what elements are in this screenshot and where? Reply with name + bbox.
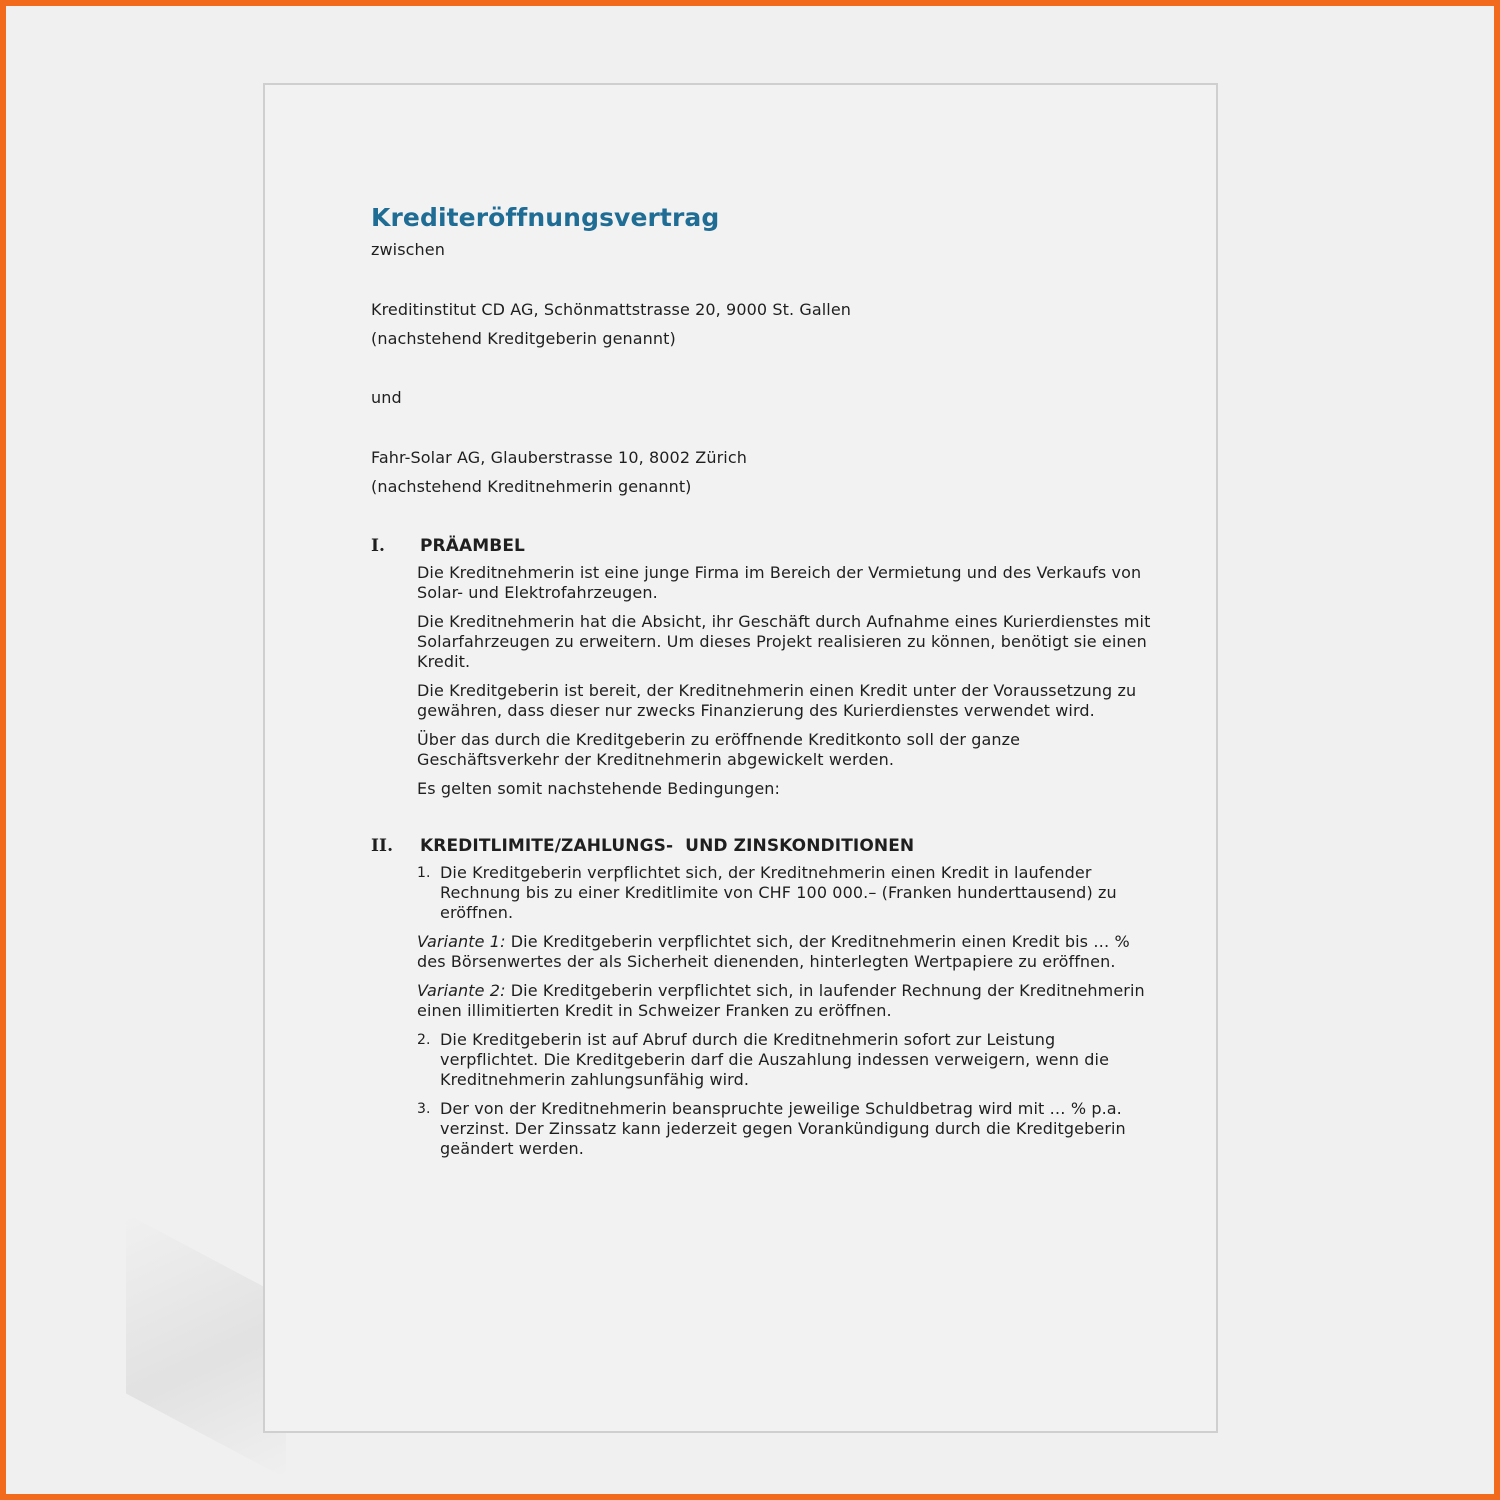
variant2-paragraph [417,981,1151,1021]
section2-heading [371,835,1151,857]
section1-number: I. [371,536,386,556]
party1-address: Kreditinstitut CD AG, Schönmattstrasse 20, 9000 St. Gallen [371,300,852,319]
document-title: Krediteröffnungsvertrag [371,203,720,232]
section1-title: PRÄAMBEL [420,536,525,556]
party2-role: (nachstehend Kreditnehmerin genannt) [371,477,692,496]
list-text: Der von der Kreditnehmerin beanspruchte jeweilige Schuldbetrag wird mit … % p.a. verzinst. Der Zinssatz kann jederzeit gegen Vorankündigung durch die Kreditgeberin geändert werden. [440,1099,1126,1158]
preamble-paragraph: Es gelten somit nachstehende Bedingungen: [417,779,781,798]
list-text: Die Kreditgeberin verpflichtet sich, der Kreditnehmerin einen Kredit in laufender Rechnung bis zu einer Kreditlimite von CHF 100 000.– (Franken hunderttausend) zu eröffnen. [440,863,1117,922]
variant2-label: Variante 2: [417,981,506,1000]
document-content [371,203,1151,1168]
section2-number: II. [371,836,394,856]
list-item [417,1099,1151,1159]
list-number: 3. [417,1101,431,1117]
document-page [263,83,1218,1433]
preamble-paragraph: Die Kreditnehmerin hat die Absicht, ihr Geschäft durch Aufnahme eines Kurierdienstes mit Solarfahrzeugen zu erweitern. Um dieses Projekt realisieren zu können, benötigt sie einen Kredit. [417,612,1151,671]
section2-title: KREDITLIMITE/ZAHLUNGS- UND ZINSKONDITIONEN [420,836,915,856]
variant1-label: Variante 1: [417,932,506,951]
preamble-paragraph: Die Kreditgeberin ist bereit, der Kreditnehmerin einen Kredit unter der Voraussetzung zu gewähren, dass dieser nur zwecks Finanzierung des Kurierdienstes verwendet wird. [417,681,1137,720]
party1-role: (nachstehend Kreditgeberin genannt) [371,329,676,348]
variant2-text: Die Kreditgeberin verpflichtet sich, in laufender Rechnung der Kreditnehmerin einen illimitierten Kredit in Schweizer Franken zu eröffnen. [417,981,1145,1020]
list-text: Die Kreditgeberin ist auf Abruf durch die Kreditnehmerin sofort zur Leistung verpflichtet. Die Kreditgeberin darf die Auszahlung indessen verweigern, wenn die Kreditnehmerin zahlungsunfähig wird. [440,1030,1110,1089]
variant1-text: Die Kreditgeberin verpflichtet sich, der Kreditnehmerin einen Kredit bis … % des Börsenwertes der als Sicherheit dienenden, hinterlegten Wertpapiere zu eröffnen. [417,932,1130,971]
between-text: zwischen [371,240,445,259]
list-item [417,1030,1151,1090]
section1-heading [371,535,1151,557]
list-number: 1. [417,865,431,881]
list-number: 2. [417,1032,431,1048]
and-text: und [371,388,402,407]
page-shadow [126,1213,286,1478]
section1-body [417,563,1151,799]
preamble-paragraph: Die Kreditnehmerin ist eine junge Firma im Bereich der Vermietung und des Verkaufs von Solar- und Elektrofahrzeugen. [417,563,1142,602]
party2-address: Fahr-Solar AG, Glauberstrasse 10, 8002 Zürich [371,448,747,467]
preamble-paragraph: Über das durch die Kreditgeberin zu eröffnende Kreditkonto soll der ganze Geschäftsverkehr der Kreditnehmerin abgewickelt werden. [417,730,1021,769]
variant1-paragraph [417,932,1151,972]
section2-body [417,863,1151,1159]
list-item [417,863,1151,923]
